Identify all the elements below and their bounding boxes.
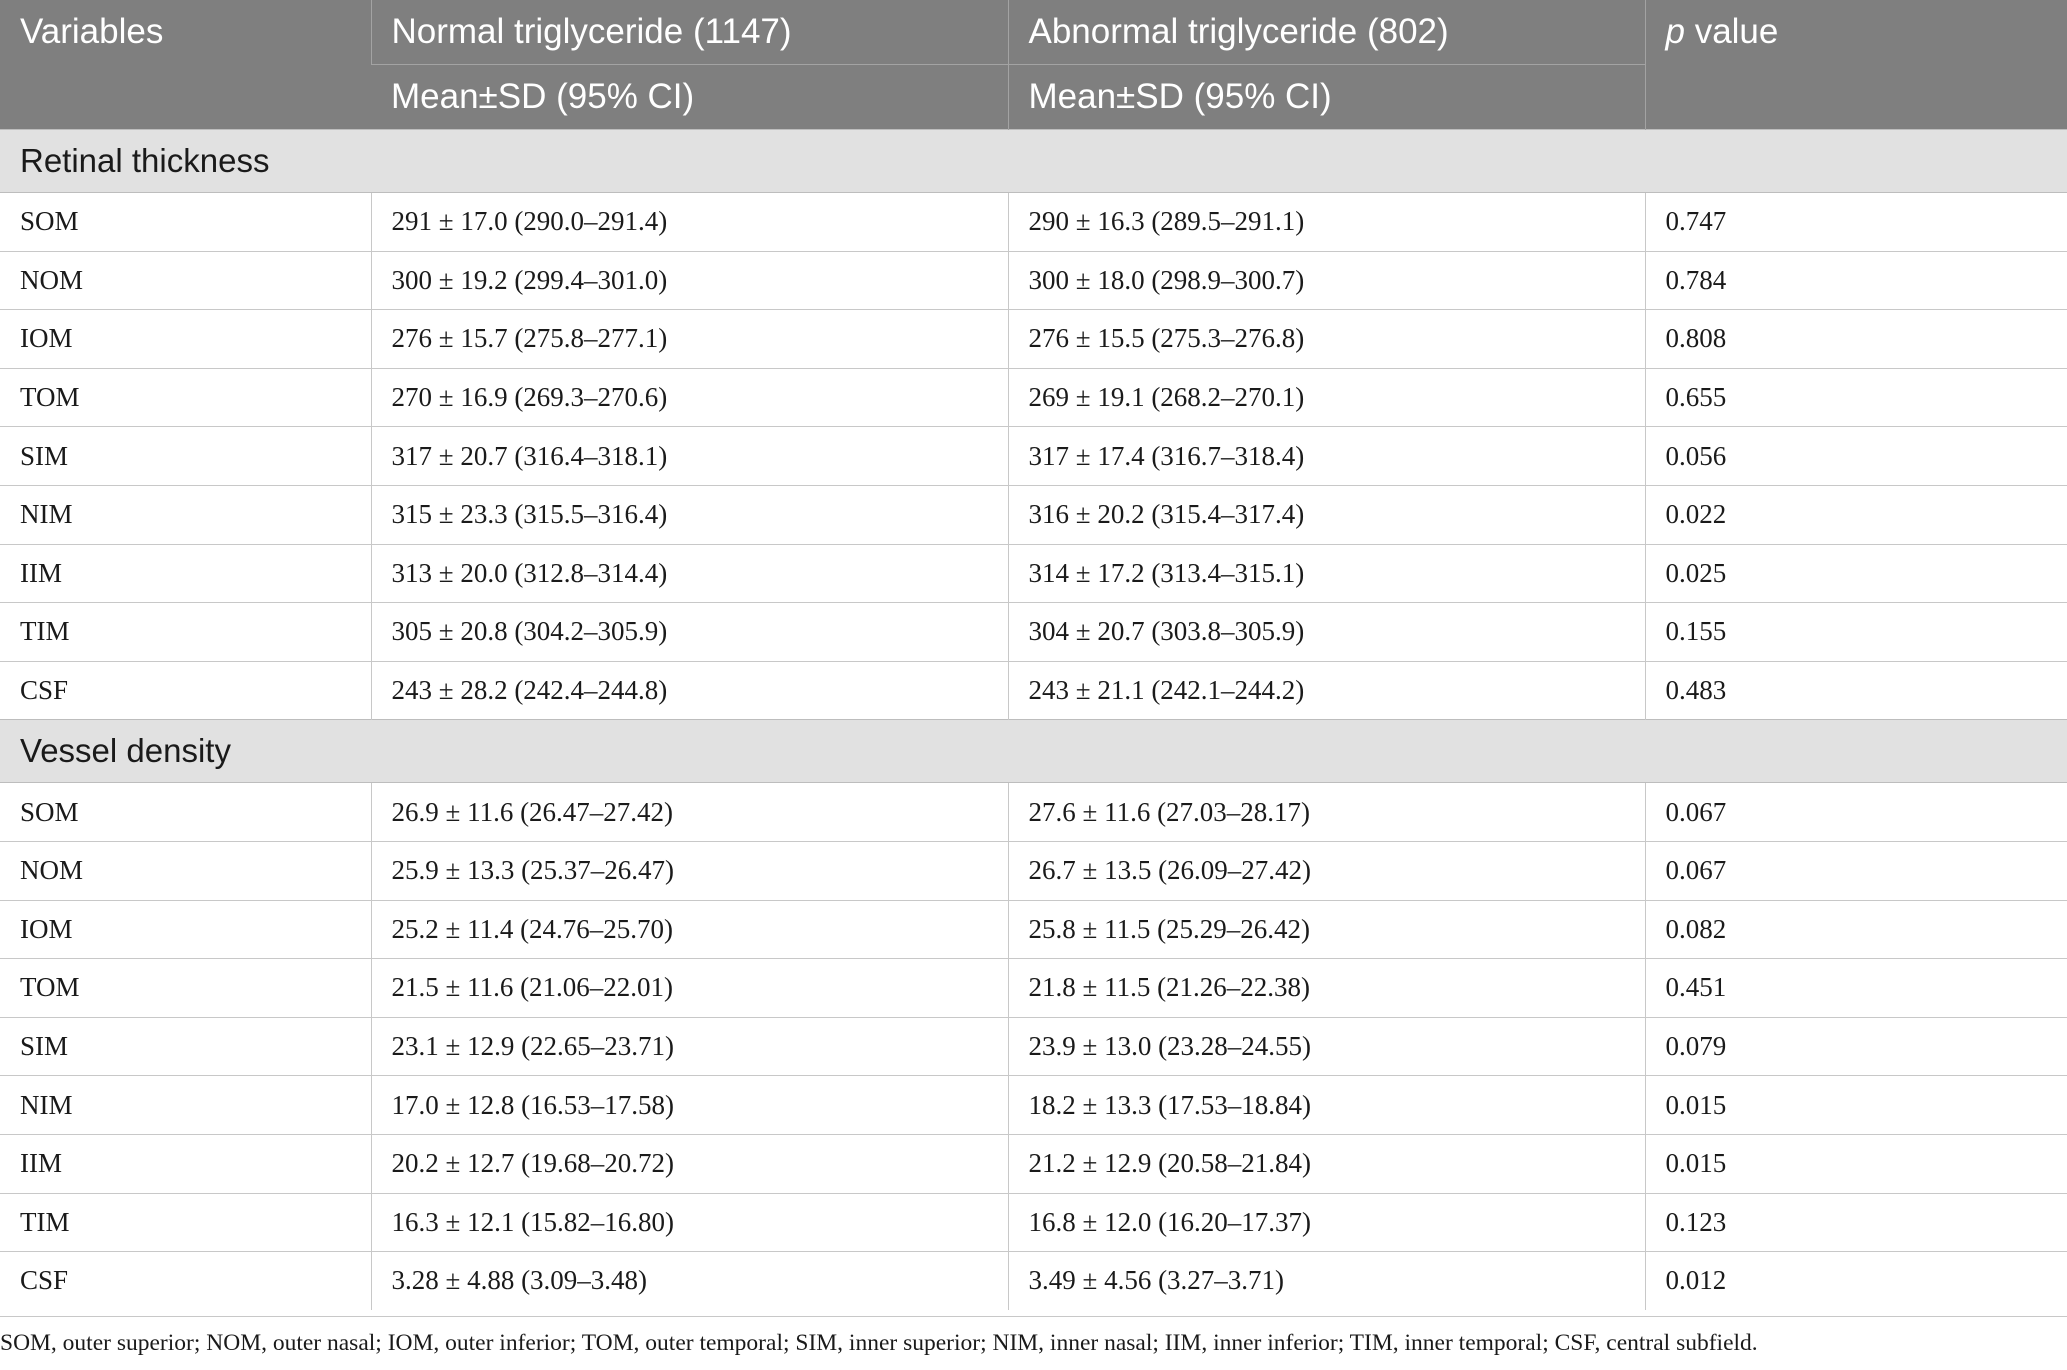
table-row xyxy=(0,1193,2067,1252)
header-p-italic: p xyxy=(1665,12,1685,51)
cell-normal-value: 305 ± 20.8 (304.2–305.9) xyxy=(371,603,1008,662)
cell-variable: SIM xyxy=(0,1017,371,1076)
table-footnote: SOM, outer superior; NOM, outer nasal; IOM, outer inferior; TOM, outer temporal; SIM, inner superior; NIM, inner nasal; IIM, inner inferior; TIM, inner temporal; CSF, central subfield. xyxy=(0,1330,1758,1356)
cell-p-value: 0.451 xyxy=(1645,959,2067,1018)
cell-abnormal-value: 3.49 ± 4.56 (3.27–3.71) xyxy=(1008,1252,1645,1310)
cell-abnormal-value: 21.2 ± 12.9 (20.58–21.84) xyxy=(1008,1134,1645,1193)
table-row xyxy=(0,900,2067,959)
cell-normal-value: 25.9 ± 13.3 (25.37–26.47) xyxy=(371,841,1008,900)
header-normal-subheading: Mean±SD (95% CI) xyxy=(371,65,1008,130)
cell-p-value: 0.808 xyxy=(1645,310,2067,369)
header-row-top xyxy=(0,0,2067,65)
cell-p-value: 0.067 xyxy=(1645,841,2067,900)
cell-p-value: 0.155 xyxy=(1645,603,2067,662)
table-row xyxy=(0,368,2067,427)
header-abnormal-subheading: Mean±SD (95% CI) xyxy=(1008,65,1645,130)
cell-p-value: 0.123 xyxy=(1645,1193,2067,1252)
cell-variable: IOM xyxy=(0,310,371,369)
cell-variable: SIM xyxy=(0,427,371,486)
cell-p-value: 0.483 xyxy=(1645,661,2067,720)
cell-variable: TOM xyxy=(0,368,371,427)
cell-abnormal-value: 276 ± 15.5 (275.3–276.8) xyxy=(1008,310,1645,369)
table-row xyxy=(0,485,2067,544)
cell-variable: IIM xyxy=(0,544,371,603)
cell-normal-value: 17.0 ± 12.8 (16.53–17.58) xyxy=(371,1076,1008,1135)
cell-variable: CSF xyxy=(0,1252,371,1310)
cell-variable: CSF xyxy=(0,661,371,720)
cell-abnormal-value: 317 ± 17.4 (316.7–318.4) xyxy=(1008,427,1645,486)
cell-normal-value: 313 ± 20.0 (312.8–314.4) xyxy=(371,544,1008,603)
cell-normal-value: 276 ± 15.7 (275.8–277.1) xyxy=(371,310,1008,369)
cell-p-value: 0.025 xyxy=(1645,544,2067,603)
cell-variable: TIM xyxy=(0,1193,371,1252)
cell-p-value: 0.067 xyxy=(1645,783,2067,842)
table-bottom-rule xyxy=(0,1316,2067,1317)
cell-variable: NOM xyxy=(0,251,371,310)
table-row xyxy=(0,544,2067,603)
cell-variable: TIM xyxy=(0,603,371,662)
cell-variable: SOM xyxy=(0,193,371,252)
header-p-rest: value xyxy=(1684,12,1779,51)
table-row xyxy=(0,1017,2067,1076)
cell-abnormal-value: 316 ± 20.2 (315.4–317.4) xyxy=(1008,485,1645,544)
table-body xyxy=(0,130,2067,1310)
cell-variable: NIM xyxy=(0,485,371,544)
section-header-row xyxy=(0,720,2067,783)
table-row xyxy=(0,841,2067,900)
table-row xyxy=(0,959,2067,1018)
cell-p-value: 0.015 xyxy=(1645,1076,2067,1135)
cell-variable: TOM xyxy=(0,959,371,1018)
cell-normal-value: 291 ± 17.0 (290.0–291.4) xyxy=(371,193,1008,252)
cell-p-value: 0.079 xyxy=(1645,1017,2067,1076)
cell-variable: NOM xyxy=(0,841,371,900)
table-row xyxy=(0,310,2067,369)
section-title: Retinal thickness xyxy=(0,130,2067,193)
cell-normal-value: 16.3 ± 12.1 (15.82–16.80) xyxy=(371,1193,1008,1252)
table-row xyxy=(0,1252,2067,1310)
header-normal-triglyceride: Normal triglyceride (1147) xyxy=(371,0,1008,65)
cell-normal-value: 25.2 ± 11.4 (24.76–25.70) xyxy=(371,900,1008,959)
cell-p-value: 0.082 xyxy=(1645,900,2067,959)
cell-p-value: 0.012 xyxy=(1645,1252,2067,1310)
cell-abnormal-value: 21.8 ± 11.5 (21.26–22.38) xyxy=(1008,959,1645,1018)
header-variables: Variables xyxy=(0,0,371,130)
table-row xyxy=(0,661,2067,720)
cell-normal-value: 317 ± 20.7 (316.4–318.1) xyxy=(371,427,1008,486)
header-abnormal-triglyceride: Abnormal triglyceride (802) xyxy=(1008,0,1645,65)
cell-p-value: 0.784 xyxy=(1645,251,2067,310)
table-row xyxy=(0,251,2067,310)
table-row xyxy=(0,427,2067,486)
cell-p-value: 0.015 xyxy=(1645,1134,2067,1193)
cell-normal-value: 243 ± 28.2 (242.4–244.8) xyxy=(371,661,1008,720)
cell-normal-value: 20.2 ± 12.7 (19.68–20.72) xyxy=(371,1134,1008,1193)
cell-p-value: 0.056 xyxy=(1645,427,2067,486)
section-title: Vessel density xyxy=(0,720,2067,783)
table-row xyxy=(0,193,2067,252)
table-row xyxy=(0,603,2067,662)
cell-normal-value: 3.28 ± 4.88 (3.09–3.48) xyxy=(371,1252,1008,1310)
table-header xyxy=(0,0,2067,130)
cell-variable: SOM xyxy=(0,783,371,842)
cell-abnormal-value: 16.8 ± 12.0 (16.20–17.37) xyxy=(1008,1193,1645,1252)
cell-abnormal-value: 290 ± 16.3 (289.5–291.1) xyxy=(1008,193,1645,252)
cell-p-value: 0.747 xyxy=(1645,193,2067,252)
cell-p-value: 0.022 xyxy=(1645,485,2067,544)
cell-abnormal-value: 269 ± 19.1 (268.2–270.1) xyxy=(1008,368,1645,427)
cell-abnormal-value: 304 ± 20.7 (303.8–305.9) xyxy=(1008,603,1645,662)
section-header-row xyxy=(0,130,2067,193)
cell-abnormal-value: 243 ± 21.1 (242.1–244.2) xyxy=(1008,661,1645,720)
cell-normal-value: 270 ± 16.9 (269.3–270.6) xyxy=(371,368,1008,427)
cell-normal-value: 21.5 ± 11.6 (21.06–22.01) xyxy=(371,959,1008,1018)
cell-variable: NIM xyxy=(0,1076,371,1135)
cell-abnormal-value: 300 ± 18.0 (298.9–300.7) xyxy=(1008,251,1645,310)
cell-normal-value: 315 ± 23.3 (315.5–316.4) xyxy=(371,485,1008,544)
cell-abnormal-value: 26.7 ± 13.5 (26.09–27.42) xyxy=(1008,841,1645,900)
table-row xyxy=(0,783,2067,842)
cell-variable: IOM xyxy=(0,900,371,959)
cell-abnormal-value: 27.6 ± 11.6 (27.03–28.17) xyxy=(1008,783,1645,842)
cell-abnormal-value: 18.2 ± 13.3 (17.53–18.84) xyxy=(1008,1076,1645,1135)
cell-abnormal-value: 25.8 ± 11.5 (25.29–26.42) xyxy=(1008,900,1645,959)
cell-variable: IIM xyxy=(0,1134,371,1193)
table-row xyxy=(0,1134,2067,1193)
cell-normal-value: 300 ± 19.2 (299.4–301.0) xyxy=(371,251,1008,310)
cell-normal-value: 23.1 ± 12.9 (22.65–23.71) xyxy=(371,1017,1008,1076)
cell-abnormal-value: 314 ± 17.2 (313.4–315.1) xyxy=(1008,544,1645,603)
cell-normal-value: 26.9 ± 11.6 (26.47–27.42) xyxy=(371,783,1008,842)
cell-p-value: 0.655 xyxy=(1645,368,2067,427)
header-p-value xyxy=(1645,0,2067,130)
table-row xyxy=(0,1076,2067,1135)
cell-abnormal-value: 23.9 ± 13.0 (23.28–24.55) xyxy=(1008,1017,1645,1076)
